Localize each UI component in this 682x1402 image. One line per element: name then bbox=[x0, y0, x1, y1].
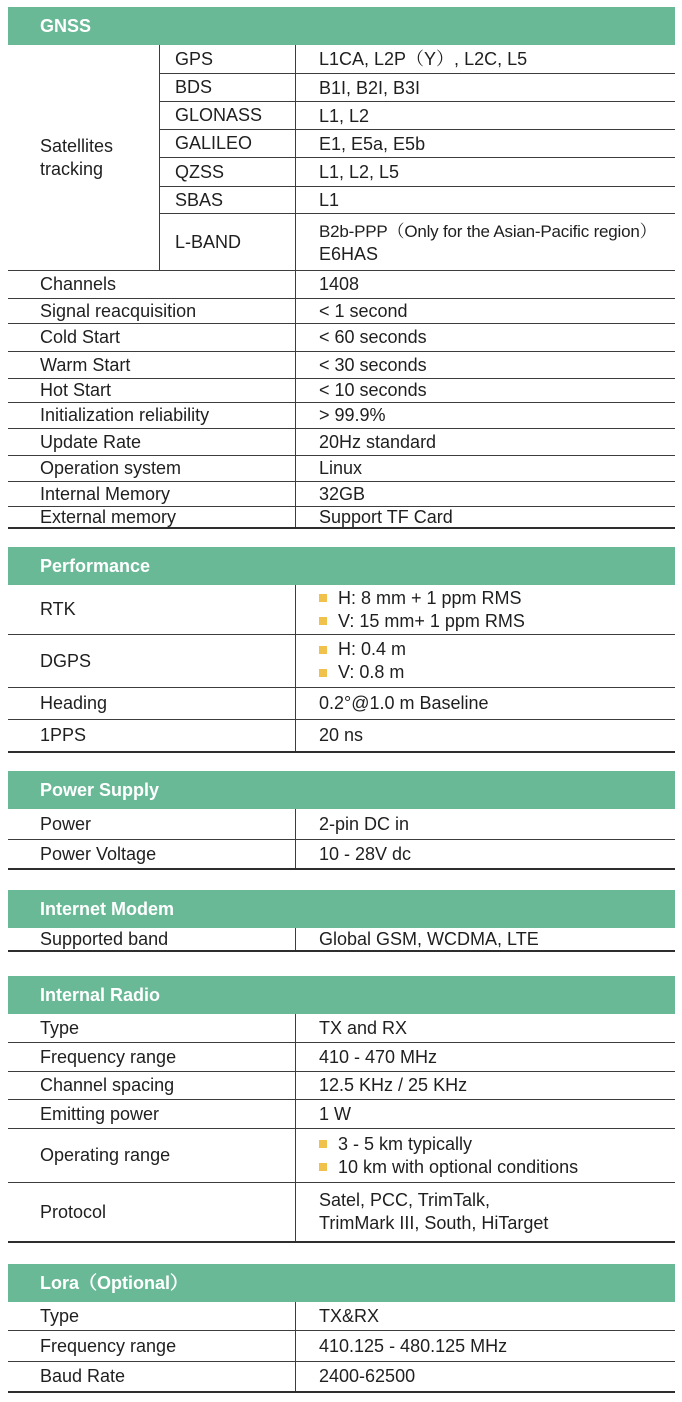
system-signals: L1, L2, L5 bbox=[319, 162, 400, 182]
spec-label: Power Voltage bbox=[40, 843, 157, 864]
spec-value bbox=[319, 635, 675, 687]
spec-label: Channels bbox=[40, 274, 117, 294]
section-internet-modem bbox=[8, 890, 675, 952]
spec-label: Initialization reliability bbox=[40, 405, 210, 425]
system-name: QZSS bbox=[175, 161, 225, 182]
spec-row bbox=[8, 482, 675, 507]
spec-value: 10 - 28V dc bbox=[319, 843, 412, 864]
spec-label: Internal Memory bbox=[40, 483, 171, 504]
spec-label: Warm Start bbox=[40, 354, 131, 375]
section-title: Internal Radio bbox=[8, 976, 675, 1014]
bullet-square-icon bbox=[319, 617, 327, 625]
spec-label: Cold Start bbox=[40, 327, 121, 347]
spec-row bbox=[8, 324, 675, 352]
spec-label: Frequency range bbox=[40, 1046, 177, 1067]
section-title: Power Supply bbox=[8, 771, 675, 809]
tracking-block-bottom bbox=[8, 257, 675, 271]
spec-label: Type bbox=[40, 1017, 80, 1038]
spec-row bbox=[8, 688, 675, 720]
spec-row bbox=[8, 507, 675, 529]
spec-value: 20 ns bbox=[319, 725, 364, 745]
spec-value bbox=[319, 1129, 675, 1182]
spec-label: Frequency range bbox=[40, 1335, 177, 1356]
spec-row bbox=[8, 1362, 675, 1393]
satellites-tracking-label: Satellites tracking bbox=[40, 136, 114, 179]
spec-value: 2-pin DC in bbox=[319, 813, 410, 834]
spec-label: Emitting power bbox=[40, 1103, 160, 1124]
bullet-square-icon bbox=[319, 669, 327, 677]
spec-label: RTK bbox=[40, 599, 76, 619]
spec-label: DGPS bbox=[40, 650, 92, 671]
tracking-row bbox=[159, 130, 675, 158]
system-name: GLONASS bbox=[175, 105, 263, 125]
spec-row bbox=[8, 1100, 675, 1129]
system-name: L-BAND bbox=[175, 232, 242, 252]
system-name: BDS bbox=[175, 77, 213, 97]
section-lora bbox=[8, 1264, 675, 1393]
section-title: GNSS bbox=[8, 7, 675, 45]
spec-label: Operation system bbox=[40, 458, 182, 478]
tracking-row bbox=[159, 102, 675, 130]
spec-value: TX and RX bbox=[319, 1017, 408, 1038]
spec-label: Type bbox=[40, 1305, 80, 1326]
section-internal-radio bbox=[8, 976, 675, 1243]
tracking-row bbox=[159, 74, 675, 102]
section-performance bbox=[8, 547, 675, 753]
bullet-item: V: 15 mm+ 1 ppm RMS bbox=[319, 610, 675, 633]
spec-label: 1PPS bbox=[40, 725, 87, 745]
spec-value: < 10 seconds bbox=[319, 380, 427, 400]
spec-row bbox=[8, 585, 675, 635]
bullet-square-icon bbox=[319, 1163, 327, 1171]
spec-row bbox=[8, 271, 675, 299]
spec-value: 0.2°@1.0 m Baseline bbox=[319, 693, 489, 713]
tracking-row bbox=[159, 45, 675, 74]
spec-value: TX&RX bbox=[319, 1305, 380, 1326]
spec-row bbox=[8, 720, 675, 753]
spec-row bbox=[8, 809, 675, 840]
spec-row bbox=[8, 1014, 675, 1043]
spec-row bbox=[8, 299, 675, 324]
spec-row bbox=[8, 1331, 675, 1362]
bullet-item: H: 0.4 m bbox=[319, 638, 675, 661]
system-signals: E1, E5a, E5b bbox=[319, 133, 426, 154]
spec-value: 20Hz standard bbox=[319, 431, 437, 452]
bullet-item: 10 km with optional conditions bbox=[319, 1156, 675, 1179]
spec-label: Protocol bbox=[40, 1201, 107, 1222]
bullet-square-icon bbox=[319, 646, 327, 654]
section-gnss bbox=[8, 7, 675, 529]
bullet-item: 3 - 5 km typically bbox=[319, 1133, 675, 1156]
spec-value: < 1 second bbox=[319, 300, 408, 321]
spec-value: 410 - 470 MHz bbox=[319, 1046, 438, 1067]
spec-row bbox=[8, 1302, 675, 1331]
spec-value bbox=[319, 585, 675, 634]
tracking-row bbox=[159, 187, 675, 214]
spec-label: External memory bbox=[40, 506, 177, 527]
system-signals: L1, L2 bbox=[319, 105, 370, 126]
bullet-square-icon bbox=[319, 1140, 327, 1148]
spec-value: 12.5 KHz / 25 KHz bbox=[319, 1075, 468, 1095]
spec-value: 32GB bbox=[319, 483, 366, 504]
spec-label: Supported band bbox=[40, 928, 169, 949]
spec-value: Support TF Card bbox=[319, 506, 453, 527]
system-signals: B1I, B2I, B3I bbox=[319, 77, 421, 98]
spec-value: 1408 bbox=[319, 274, 360, 294]
spec-label: Baud Rate bbox=[40, 1366, 126, 1386]
spec-value: Satel, PCC, TrimTalk, TrimMark III, South, HiTarget bbox=[319, 1190, 549, 1233]
spec-label: Operating range bbox=[40, 1145, 171, 1165]
spec-row bbox=[8, 840, 675, 870]
spec-row bbox=[8, 429, 675, 456]
section-title: Lora（Optional） bbox=[8, 1264, 675, 1302]
spec-value: < 30 seconds bbox=[319, 354, 427, 375]
tracking-row bbox=[159, 158, 675, 187]
spec-label: Signal reacquisition bbox=[40, 300, 197, 321]
spec-row bbox=[8, 1183, 675, 1243]
spec-label: Heading bbox=[40, 693, 108, 713]
spec-label: Hot Start bbox=[40, 380, 112, 400]
spec-value: 410.125 - 480.125 MHz bbox=[319, 1335, 508, 1356]
system-signals: L1 bbox=[319, 190, 340, 210]
spec-row bbox=[8, 456, 675, 482]
system-name: GALILEO bbox=[175, 133, 253, 153]
spec-value: > 99.9% bbox=[319, 405, 386, 425]
system-name: SBAS bbox=[175, 189, 224, 210]
spec-value: 1 W bbox=[319, 1103, 352, 1124]
section-power-supply bbox=[8, 771, 675, 870]
spec-row bbox=[8, 635, 675, 688]
spec-row bbox=[8, 403, 675, 429]
spec-row bbox=[8, 1129, 675, 1183]
spec-label: Update Rate bbox=[40, 431, 142, 452]
section-title: Performance bbox=[8, 547, 675, 585]
bullet-square-icon bbox=[319, 594, 327, 602]
system-signals: L1CA, L2P（Y）, L2C, L5 bbox=[319, 49, 528, 69]
system-name: GPS bbox=[175, 48, 214, 69]
spec-value: 2400-62500 bbox=[319, 1366, 416, 1386]
spec-row bbox=[8, 1072, 675, 1100]
spec-value: Linux bbox=[319, 458, 363, 478]
bullet-item: V: 0.8 m bbox=[319, 661, 675, 684]
section-title: Internet Modem bbox=[8, 890, 675, 928]
spec-label: Channel spacing bbox=[40, 1075, 175, 1095]
bullet-item: H: 8 mm + 1 ppm RMS bbox=[319, 587, 675, 610]
spec-value: < 60 seconds bbox=[319, 327, 427, 347]
spec-row bbox=[8, 928, 675, 952]
spec-row bbox=[8, 1043, 675, 1072]
system-signals: B2b-PPP（Only for the Asian-Pacific region） E6HAS bbox=[319, 221, 657, 264]
spec-value: Global GSM, WCDMA, LTE bbox=[319, 928, 539, 949]
spec-label: Power bbox=[40, 813, 92, 834]
spec-row bbox=[8, 379, 675, 403]
spec-row bbox=[8, 352, 675, 379]
